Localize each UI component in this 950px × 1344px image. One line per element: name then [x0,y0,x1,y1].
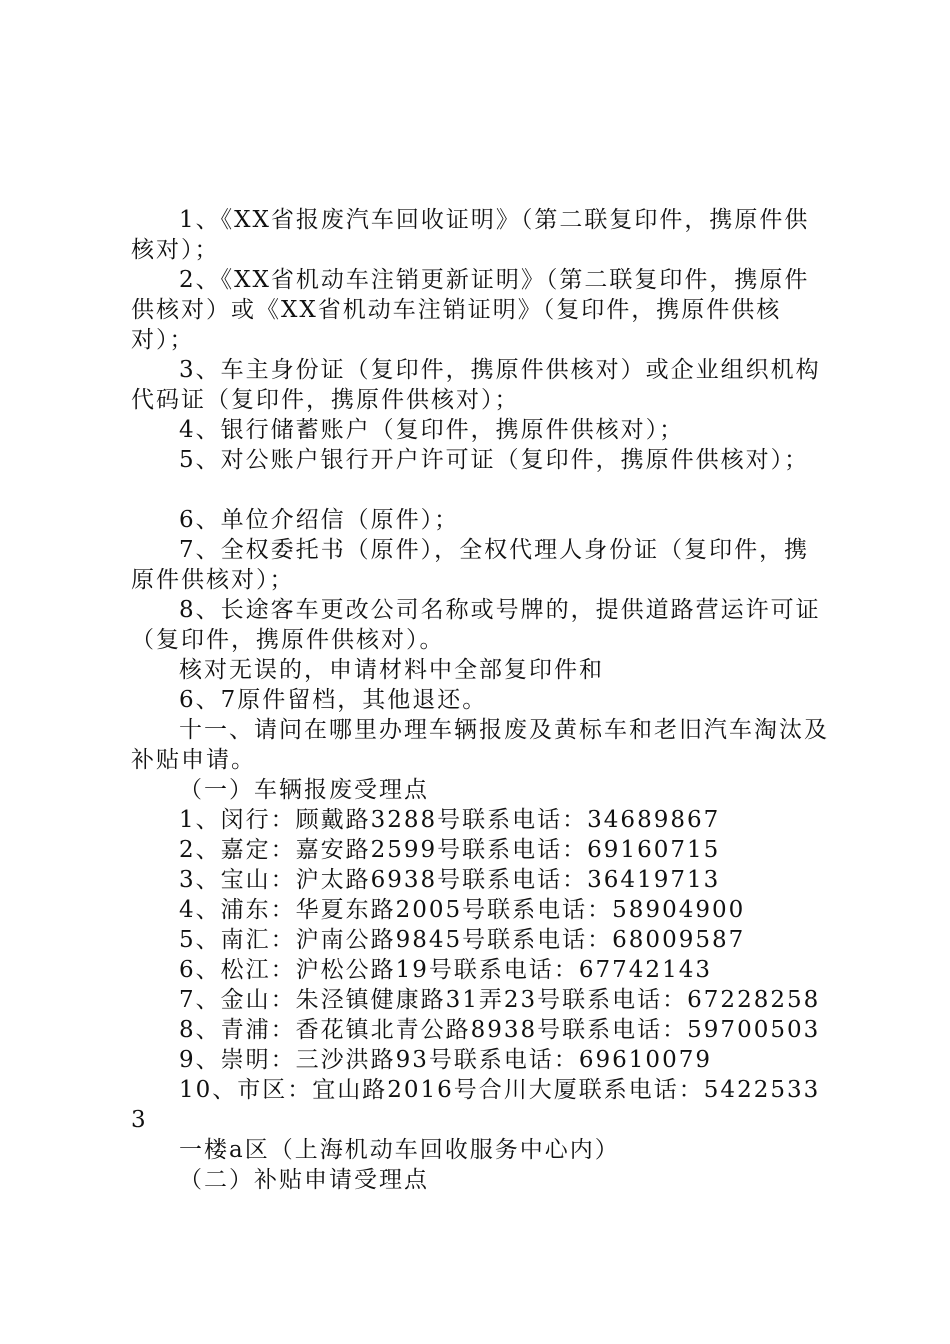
location-minhang: 1、闵行：顾戴路3288号联系电话：34689867 [179,807,721,833]
item-2: 2、《XX省机动车注销更新证明》（第二联复印件，携原件供核对）或《XX省机动车注销证明》（复印件，携原件供核对）； [131,267,810,353]
item-4: 4、银行储蓄账户（复印件，携原件供核对）； [179,417,685,443]
location-pudong: 4、浦东：华夏东路2005号联系电话：58904900 [179,897,746,923]
location-nanhui: 5、南汇：沪南公路9845号联系电话：68009587 [179,927,746,953]
blank-line [131,475,831,505]
location-city: 10、市区：宜山路2016号合川大厦联系电话：54225333 [131,1077,821,1133]
section-heading-11: 十一、请问在哪里办理车辆报废及黄标车和老旧汽车淘汰及补贴申请。 [131,717,829,773]
location-chongming: 9、崇明：三沙洪路93号联系电话：69610079 [179,1047,712,1073]
item-1: 1、《XX省报废汽车回收证明》（第二联复印件，携原件供核对）； [131,207,810,263]
note-line-1: 核对无误的，申请材料中全部复印件和 [179,657,604,683]
item-8: 8、长途客车更改公司名称或号牌的，提供道路营运许可证（复印件，携原件供核对）。 [131,597,821,653]
item-5: 5、对公账户银行开户许可证（复印件，携原件供核对）； [179,447,810,473]
location-jiading: 2、嘉定：嘉安路2599号联系电话：69160715 [179,837,721,863]
location-city-detail: 一楼a区（上海机动车回收服务中心内） [179,1137,620,1163]
location-jinshan: 7、金山：朱泾镇健康路31弄23号联系电话：67228258 [179,987,821,1013]
item-7: 7、全权委托书（原件），全权代理人身份证（复印件，携原件供核对）； [131,537,810,593]
item-6: 6、单位介绍信（原件）； [179,507,460,533]
location-qingpu: 8、青浦：香花镇北青公路8938号联系电话：59700503 [179,1017,821,1043]
subheading-scrap-points: （一）车辆报废受理点 [179,777,429,803]
note-line-2: 6、7原件留档，其他退还。 [179,687,488,713]
document-body [131,205,831,1195]
location-baoshan: 3、宝山：沪太路6938号联系电话：36419713 [179,867,721,893]
item-3: 3、车主身份证（复印件，携原件供核对）或企业组织机构代码证（复印件，携原件供核对）； [131,357,821,413]
subheading-subsidy-points: （二）补贴申请受理点 [179,1167,429,1193]
location-songjiang: 6、松江：沪松公路19号联系电话：67742143 [179,957,712,983]
